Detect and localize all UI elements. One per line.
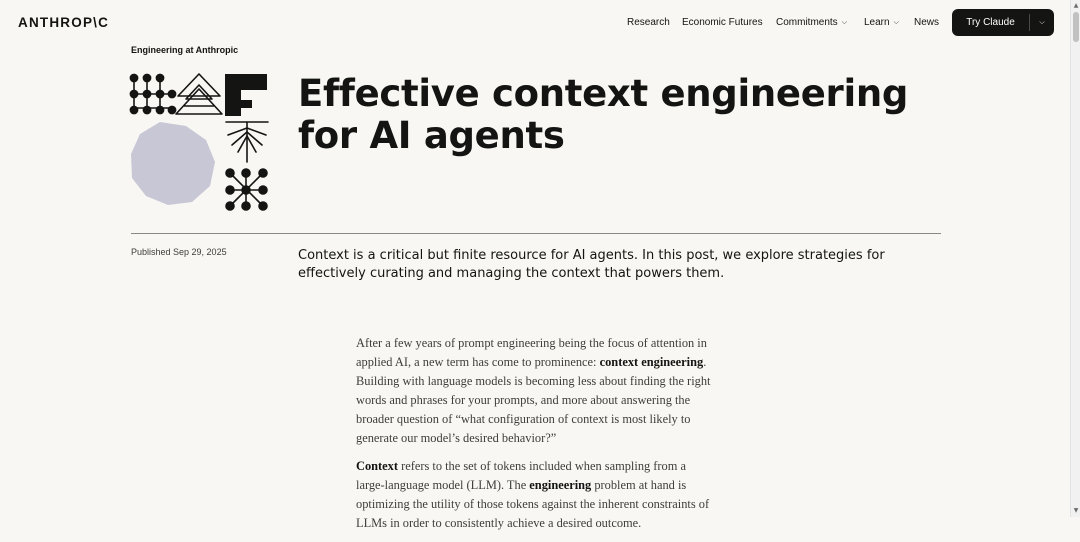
page-scrollbar[interactable] xyxy=(1070,0,1080,517)
dot-grid-icon xyxy=(130,74,175,113)
article-title xyxy=(298,73,948,157)
try-claude-button[interactable]: Try Claude xyxy=(966,17,1015,28)
roots-icon xyxy=(226,122,268,162)
nav-commitments[interactable] xyxy=(776,17,847,28)
chevron-down-icon: ⌵ xyxy=(841,19,847,26)
chevron-down-icon: ⌵ xyxy=(1039,18,1045,26)
article-summary: Context is a critical but finite resource for AI agents. In this post, we explore strategies for effectively curating and managing the context that powers them. xyxy=(298,248,885,281)
main-nav xyxy=(0,17,1071,31)
scroll-down-icon[interactable]: ▼ xyxy=(1073,507,1079,514)
divider xyxy=(131,233,941,234)
site-header xyxy=(0,0,1071,46)
anthropic-logo[interactable]: ANTHROP\C xyxy=(18,15,110,30)
body-text: After a few years of prompt engineering being the focus of attention in applied AI, a new term has come to prominence: xyxy=(356,336,707,369)
cta-dropdown-button[interactable] xyxy=(1030,9,1054,36)
nav-research[interactable] xyxy=(627,17,670,28)
nav-economic-futures[interactable] xyxy=(682,17,763,28)
chevron-down-icon: ⌵ xyxy=(893,19,899,26)
article-body xyxy=(356,334,716,542)
nav-research-label: Research xyxy=(627,17,670,28)
try-claude-button-group xyxy=(952,9,1054,36)
mountain-lines-icon xyxy=(176,74,222,114)
nav-learn[interactable] xyxy=(864,17,899,28)
bold-term: Context xyxy=(356,459,398,473)
article-title-line-1: Effective context engineering xyxy=(298,72,909,115)
nav-commitments-label: Commitments xyxy=(776,17,838,28)
bold-term: context engineering xyxy=(599,355,704,369)
scroll-thumb[interactable] xyxy=(1073,12,1079,42)
bold-term: engineering xyxy=(529,478,592,492)
article-title-line-2: for AI agents xyxy=(298,114,565,157)
nav-economic-futures-label: Economic Futures xyxy=(682,17,763,28)
node-network-icon xyxy=(226,169,267,210)
body-text: refers to the set of tokens included when sampling from a large-language model (LLM). The xyxy=(356,459,686,492)
blob-shape-icon xyxy=(131,122,215,205)
hero-illustration xyxy=(128,70,273,215)
category-eyebrow[interactable]: Engineering at Anthropic xyxy=(131,45,239,55)
nav-news[interactable] xyxy=(914,17,939,28)
nav-news-label: News xyxy=(914,17,940,28)
body-text: . Building with language models is becoming less about finding the right words and phrases for your prompts, and more about answering the broader question of “what configuration of context is most likely to generate our model’s desired behavior?” xyxy=(356,355,711,445)
body-text: problem at hand is optimizing the utility of those tokens against the inherent constraints of LLMs in order to consistently achieve a desired outcome. xyxy=(356,478,710,530)
body-paragraph-1 xyxy=(356,334,716,448)
nav-learn-label: Learn xyxy=(864,17,890,28)
body-paragraph-2 xyxy=(356,457,716,533)
published-date: Published Sep 29, 2025 xyxy=(131,247,227,257)
scroll-up-icon[interactable]: ▲ xyxy=(1073,2,1079,9)
corner-block-icon xyxy=(225,74,267,116)
